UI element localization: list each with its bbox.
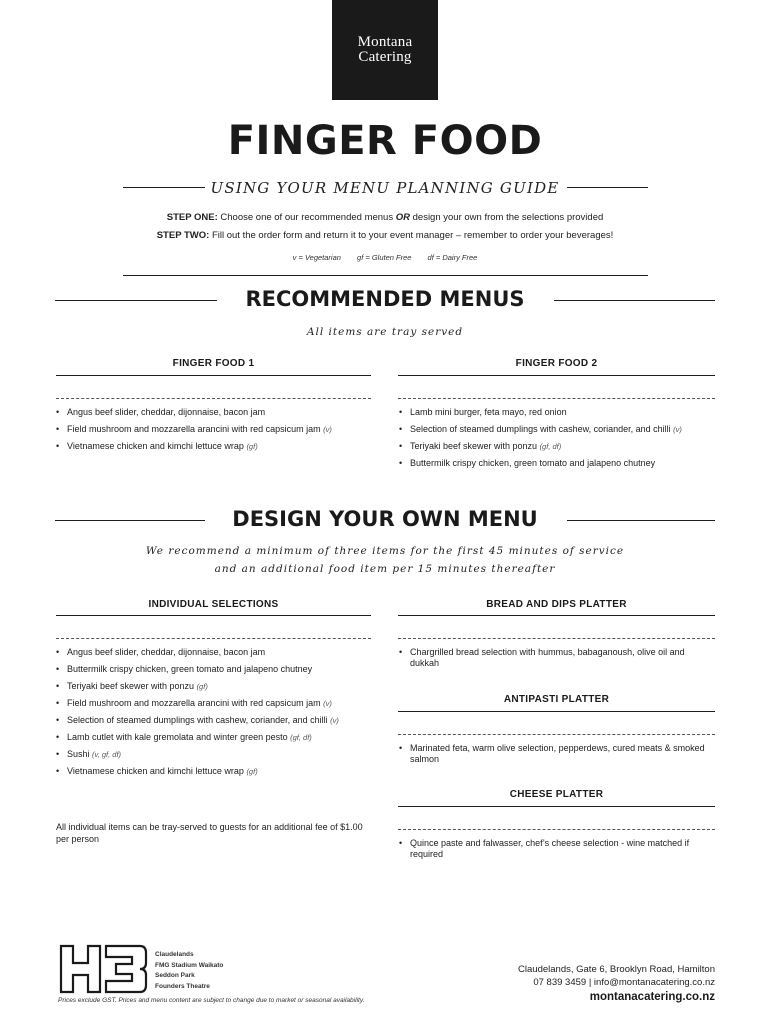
finger-food-1-rule	[56, 375, 371, 376]
list-item	[56, 766, 371, 777]
finger-food-1-list	[56, 407, 376, 458]
legend-gluten-free: gf = Gluten Free	[357, 253, 412, 262]
list-item	[399, 458, 709, 469]
design-note-line-1: We recommend a minimum of three items for the first 45 minutes of service	[145, 545, 625, 557]
cheese-list	[399, 838, 709, 866]
step-one-text-a: Choose one of our recommended menus	[217, 212, 396, 223]
intro-divider	[123, 275, 648, 276]
list-item	[56, 647, 371, 658]
address-line-1: Claudelands, Gate 6, Brooklyn Road, Hamilton	[518, 964, 715, 975]
item-text: Vietnamese chicken and kimchi lettuce wrap	[67, 766, 247, 776]
individual-selections-title: INDIVIDUAL SELECTIONS	[148, 599, 279, 610]
finger-food-1-title: FINGER FOOD 1	[172, 358, 255, 369]
antipasti-dashed-rule	[398, 734, 715, 735]
list-item	[56, 424, 376, 435]
cheese-title: CHEESE PLATTER	[509, 789, 604, 800]
list-item	[399, 743, 714, 765]
item-text: Buttermilk crispy chicken, green tomato and jalapeno chutney	[67, 664, 313, 674]
list-item	[56, 698, 371, 709]
item-text: Field mushroom and mozzarella arancini with red capsicum jam	[67, 424, 324, 434]
individual-selections-list	[56, 647, 371, 783]
dietary-tag: (v, gf, df)	[92, 750, 122, 759]
dietary-tag: (v)	[330, 716, 339, 725]
legend-dairy-free: df = Dairy Free	[427, 253, 478, 262]
subtitle-rule-right	[567, 187, 648, 188]
list-item	[399, 647, 709, 669]
item-text: Buttermilk crispy chicken, green tomato and jalapeno chutney	[410, 458, 656, 468]
list-item	[399, 838, 709, 860]
design-heading: DESIGN YOUR OWN MENU	[232, 507, 538, 531]
list-item	[399, 441, 709, 452]
page-subtitle: USING YOUR MENU PLANNING GUIDE	[210, 179, 560, 197]
antipasti-title: ANTIPASTI PLATTER	[503, 694, 610, 705]
dietary-tag: (gf, df)	[290, 733, 312, 742]
list-item	[399, 424, 709, 435]
dietary-tag: (gf, df)	[539, 442, 562, 451]
dietary-tag: (gf)	[196, 682, 208, 691]
finger-food-1-dashed-rule	[56, 398, 371, 399]
h3-logo-graphic	[58, 943, 148, 995]
bread-dips-dashed-rule	[398, 638, 715, 639]
website-link[interactable]: montanacatering.co.nz	[589, 991, 715, 1003]
step-one	[0, 212, 770, 223]
item-text: Angus beef slider, cheddar, dijonnaise, bacon jam	[67, 647, 266, 657]
item-text: Selection of steamed dumplings with cashew, coriander, and chilli	[67, 715, 331, 725]
bread-dips-rule	[398, 615, 715, 616]
finger-food-2-dashed-rule	[398, 398, 715, 399]
item-text: Lamb mini burger, feta mayo, red onion	[410, 407, 567, 417]
venue-founders-theatre: Founders Theatre	[155, 982, 210, 990]
finger-food-2-rule	[398, 375, 715, 376]
dietary-tag: (v)	[673, 425, 682, 434]
dietary-tag: (v)	[323, 425, 332, 434]
address-line-2: 07 839 3459 | info@montanacatering.co.nz	[533, 977, 715, 988]
item-text: Teriyaki beef skewer with ponzu	[410, 441, 540, 451]
bread-dips-list	[399, 647, 709, 675]
item-text: Marinated feta, warm olive selection, pepperdews, cured meats & smoked salmon	[410, 743, 705, 764]
contact-address	[518, 963, 715, 989]
item-text: Vietnamese chicken and kimchi lettuce wrap	[67, 441, 247, 451]
cheese-rule	[398, 806, 715, 807]
pricing-disclaimer: Prices exclude GST. Prices and menu content are subject to change due to market or seasonal availability.	[58, 997, 365, 1004]
dietary-legend	[0, 253, 770, 262]
venue-seddon-park: Seddon Park	[155, 972, 195, 979]
item-text: Teriyaki beef skewer with ponzu	[67, 681, 197, 691]
page-title: FINGER FOOD	[227, 118, 543, 164]
individual-selections-rule	[56, 615, 371, 616]
individual-selections-dashed-rule	[56, 638, 371, 639]
h3-logo	[58, 943, 148, 1000]
dietary-tag: (gf)	[246, 767, 258, 776]
recommended-note: All items are tray served	[306, 326, 464, 338]
logo-line-1: Montana	[357, 34, 413, 50]
dietary-tag: (v)	[323, 699, 332, 708]
design-note-line-2: and an additional food item per 15 minutes thereafter	[214, 563, 556, 575]
list-item	[56, 749, 371, 760]
step-two-text: Fill out the order form and return it to your event manager – remember to order your beverages!	[209, 230, 614, 241]
montana-catering-logo	[332, 0, 438, 100]
list-item	[56, 715, 371, 726]
bread-dips-title: BREAD AND DIPS PLATTER	[486, 599, 627, 610]
item-text: Quince paste and falwasser, chef’s cheese selection - wine matched if required	[410, 838, 690, 859]
step-two	[0, 230, 770, 241]
list-item	[56, 681, 371, 692]
step-one-text-b: design your own from the selections provided	[409, 212, 604, 223]
list-item	[56, 441, 376, 452]
cheese-dashed-rule	[398, 829, 715, 830]
finger-food-2-list	[399, 407, 709, 475]
list-item	[56, 664, 371, 675]
list-item	[56, 407, 376, 418]
list-item	[56, 732, 371, 743]
item-text: Sushi	[67, 749, 93, 759]
logo-line-2: Catering	[358, 49, 412, 65]
item-text: Chargrilled bread selection with hummus, babaganoush, olive oil and dukkah	[410, 647, 685, 668]
recommended-heading: RECOMMENDED MENUS	[245, 287, 525, 311]
step-one-label: STEP ONE:	[166, 212, 218, 223]
item-text: Field mushroom and mozzarella arancini with red capsicum jam	[67, 698, 324, 708]
antipasti-rule	[398, 711, 715, 712]
venue-list	[155, 950, 223, 992]
tray-service-note: All individual items can be tray-served to guests for an additional fee of $1.00 per person	[56, 822, 363, 844]
antipasti-list	[399, 743, 714, 771]
step-one-or: OR	[395, 212, 410, 223]
item-text: Lamb cutlet with kale gremolata and winter green pesto	[67, 732, 291, 742]
step-two-label: STEP TWO:	[156, 230, 210, 241]
venue-fmg-stadium: FMG Stadium Waikato	[155, 961, 224, 969]
list-item	[399, 407, 709, 418]
finger-food-2-title: FINGER FOOD 2	[515, 358, 598, 369]
item-text: Angus beef slider, cheddar, dijonnaise, bacon jam	[67, 407, 266, 417]
dietary-tag: (gf)	[246, 442, 258, 451]
item-text: Selection of steamed dumplings with cashew, coriander, and chilli	[410, 424, 674, 434]
venue-claudelands: Claudelands	[155, 951, 194, 958]
recommended-rule-right	[554, 300, 715, 301]
design-rule-right	[567, 520, 715, 521]
legend-vegetarian: v = Vegetarian	[292, 253, 341, 262]
